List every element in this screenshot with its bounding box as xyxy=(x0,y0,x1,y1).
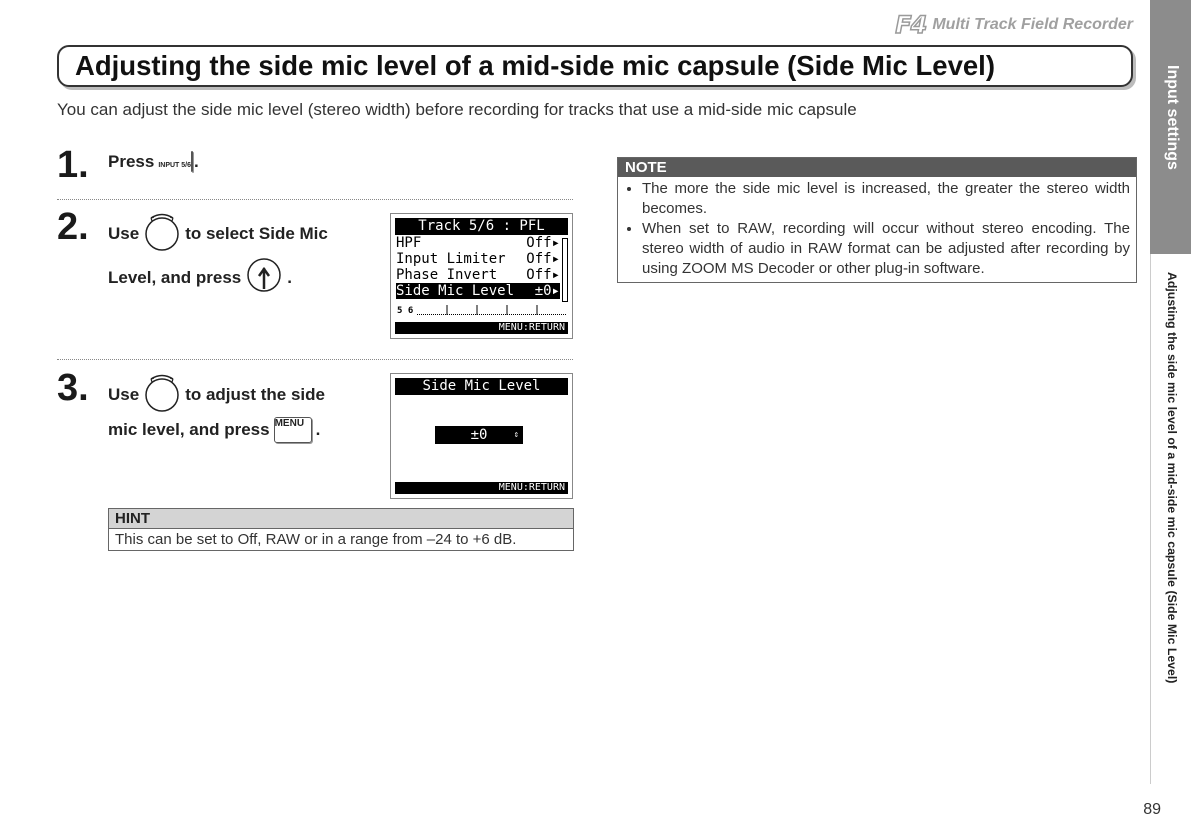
step-2-level-text: Level, and press xyxy=(108,267,242,287)
step-3-press-text: mic level, and press xyxy=(108,420,270,439)
header-brand xyxy=(895,12,1133,38)
lcd-row-input-limiter: Input Limiter Off▸ xyxy=(396,251,560,267)
step-number: 3. xyxy=(57,367,89,409)
note-box xyxy=(617,157,1137,283)
dial-press-icon xyxy=(245,256,283,299)
step-3-adjust-text: to adjust the side xyxy=(185,384,325,404)
step-1-press-label: Press xyxy=(108,152,155,171)
product-logo: F4 xyxy=(895,11,927,39)
lcd-level-meter xyxy=(397,304,566,318)
meter-label: 5 6 xyxy=(397,306,414,316)
note-item: • The more the side mic level is increased, the greater the stereo width becomes. xyxy=(642,179,1130,219)
page-title: Adjusting the side mic level of a mid-side mic capsule (Side Mic Level) xyxy=(75,50,995,81)
input-key-label: INPUT 5/6 xyxy=(158,162,192,169)
step-number: 2. xyxy=(57,206,89,248)
chapter-tab xyxy=(1150,0,1191,254)
input-5-6-key-icon xyxy=(158,152,193,172)
title-box xyxy=(57,45,1133,87)
hint-text: This can be set to Off, RAW or in a range from –24 to +6 dB. xyxy=(115,531,517,548)
step-2-line-1 xyxy=(108,210,328,257)
lcd-track-menu xyxy=(390,213,573,339)
intro-text: You can adjust the side mic level (stereo width) before recording for tracks that use a mid-side mic capsule xyxy=(57,100,857,119)
lcd-footer: MENU:RETURN xyxy=(395,322,568,334)
step-2-period: . xyxy=(287,267,292,287)
step-3-line-2 xyxy=(108,417,320,443)
lcd-row-side-mic-level: Side Mic Level ±0▸ xyxy=(396,283,560,299)
divider xyxy=(57,199,573,200)
step-1-text xyxy=(108,152,199,172)
note-list xyxy=(618,177,1136,282)
divider xyxy=(57,359,573,360)
lcd-scrollbar xyxy=(562,238,568,302)
step-3-line-1 xyxy=(108,371,325,418)
input-key-body xyxy=(191,151,193,172)
product-name: Multi Track Field Recorder xyxy=(932,16,1133,33)
lcd-title: Track 5/6 : PFL xyxy=(395,218,568,235)
note-heading: NOTE xyxy=(618,158,1136,177)
lcd-side-mic-level xyxy=(390,373,573,499)
step-1 xyxy=(57,146,577,186)
step-2-select-text: to select Side Mic xyxy=(185,223,328,243)
lcd-value-arrows: ⇕ xyxy=(513,430,519,440)
page-number: 89 xyxy=(1143,801,1161,818)
lcd-footer: MENU:RETURN xyxy=(395,482,568,494)
chapter-tab-label: Input settings xyxy=(1164,65,1181,170)
lcd-row-hpf: HPF Off▸ xyxy=(396,235,560,251)
lcd-value-box xyxy=(435,426,523,444)
hint-box xyxy=(108,508,574,551)
hint-heading: HINT xyxy=(109,509,573,529)
section-sidebar xyxy=(1150,254,1191,784)
lcd-title: Side Mic Level xyxy=(395,378,568,395)
step-2-line-2 xyxy=(108,256,292,299)
step-3-period: . xyxy=(315,420,321,439)
step-2-use: Use xyxy=(108,223,140,243)
step-number: 1. xyxy=(57,144,89,186)
dial-icon xyxy=(143,210,181,257)
step-3-use: Use xyxy=(108,384,140,404)
dial-icon xyxy=(143,371,181,418)
menu-key-icon: MENU xyxy=(274,417,312,443)
lcd-row-phase-invert: Phase Invert Off▸ xyxy=(396,267,560,283)
lcd-value: ±0 xyxy=(470,427,488,443)
step-1-period: . xyxy=(194,152,199,171)
section-sidebar-label: Adjusting the side mic level of a mid-side mic capsule (Side Mic Level) xyxy=(1165,272,1179,684)
note-item: • When set to RAW, recording will occur without stereo encoding. The stereo width of audio in RAW format can be adjusted after recording by using ZOOM MS Decoder or other plug-in software. xyxy=(642,219,1130,279)
meter-track xyxy=(417,308,566,315)
